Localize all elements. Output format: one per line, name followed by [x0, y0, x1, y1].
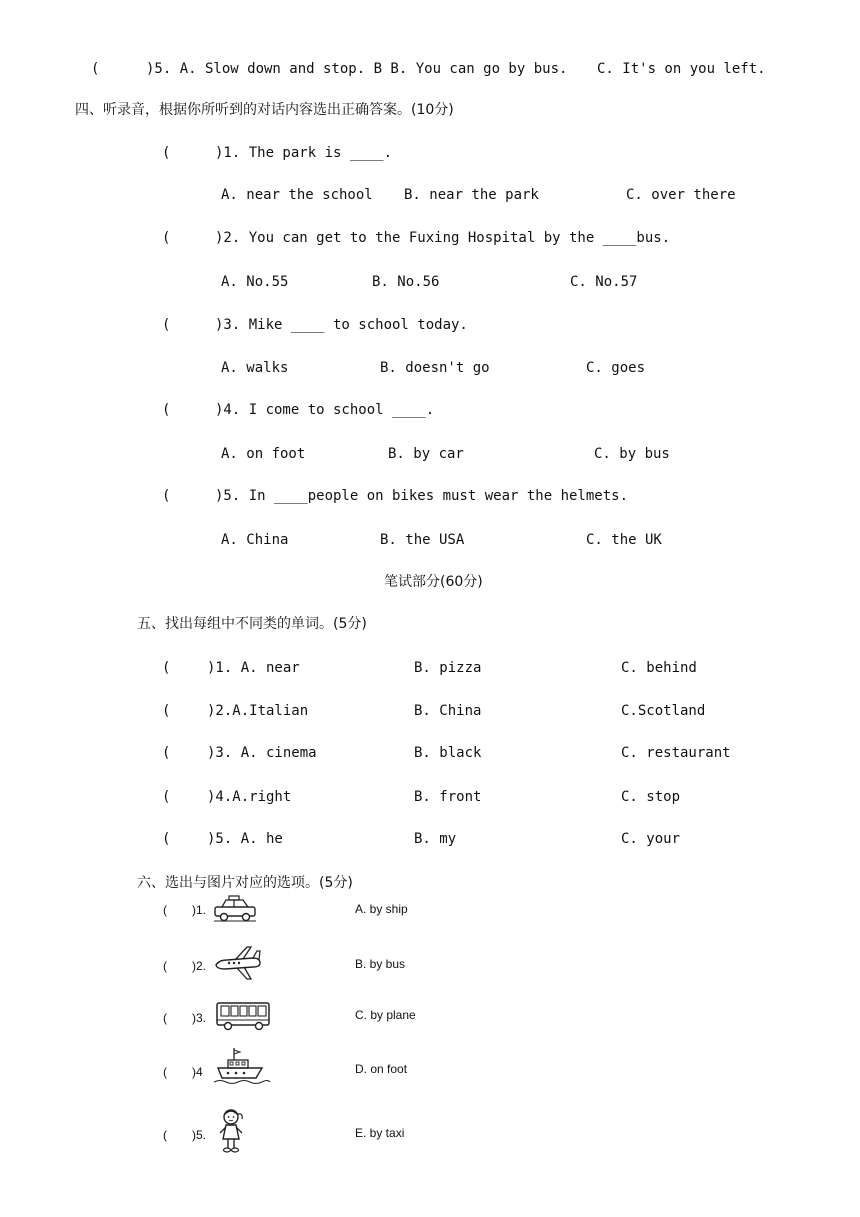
row-paren: ( — [163, 903, 167, 917]
row-paren: ( — [163, 1065, 167, 1079]
airplane-icon — [213, 945, 263, 981]
option-b: B. black — [414, 745, 482, 761]
option-a: A. near the school — [221, 187, 373, 203]
question-stem: )2. You can get to the Fuxing Hospital by the ____bus. — [215, 230, 671, 246]
written-part-header: 笔试部分(60分) — [384, 574, 483, 590]
row-number: )3. — [192, 1011, 207, 1025]
option-a: )5. A. he — [207, 831, 283, 847]
prev-item-option-c: C. It's on you left. — [597, 61, 766, 77]
section6-title: 六、选出与图片对应的选项。(5分) — [137, 875, 353, 891]
option-c: C. restaurant — [621, 745, 731, 761]
option-c: C. No.57 — [570, 274, 638, 290]
option-c: C. stop — [621, 789, 681, 805]
taxi-icon — [212, 895, 258, 923]
question-paren: ( — [162, 488, 171, 504]
option-a: )4.A.right — [207, 789, 292, 805]
prev-item-text: )5. A. Slow down and stop. B B. You can go by bus. — [146, 61, 568, 77]
option-b: B. my — [414, 831, 457, 847]
row-number: )5. — [192, 1128, 207, 1142]
option-c: C. by bus — [594, 446, 670, 462]
option-b: B. China — [414, 703, 482, 719]
row-paren: ( — [163, 1011, 167, 1025]
section4-title: 四、听录音，根据你所听到的对话内容选出正确答案。(10分) — [75, 102, 454, 118]
row-paren: ( — [163, 1128, 167, 1142]
question-stem: )3. Mike ____ to school today. — [215, 317, 468, 333]
question-paren: ( — [162, 230, 171, 246]
option-b: B. front — [414, 789, 482, 805]
bus-icon — [215, 1001, 271, 1033]
option-text: A. by ship — [355, 902, 408, 916]
option-c: C.Scotland — [621, 703, 706, 719]
option-a: )1. A. near — [207, 660, 300, 676]
ship-icon — [212, 1046, 272, 1088]
option-c: C. over there — [626, 187, 736, 203]
option-a: A. No.55 — [221, 274, 289, 290]
option-c: C. the UK — [586, 532, 662, 548]
question-stem: )4. I come to school ____. — [215, 402, 435, 418]
row-paren: ( — [162, 660, 171, 676]
row-paren: ( — [163, 959, 167, 973]
option-b: B. doesn't go — [380, 360, 490, 376]
option-c: C. your — [621, 831, 681, 847]
question-paren: ( — [162, 402, 171, 418]
row-paren: ( — [162, 745, 171, 761]
option-a: )2.A.Italian — [207, 703, 309, 719]
row-number: )4 — [192, 1065, 203, 1079]
row-paren: ( — [162, 831, 171, 847]
question-stem: )5. In ____people on bikes must wear the helmets. — [215, 488, 629, 504]
option-a: A. on foot — [221, 446, 306, 462]
row-paren: ( — [162, 703, 171, 719]
option-text: D. on foot — [355, 1062, 408, 1076]
walking-girl-icon — [215, 1106, 247, 1154]
option-b: B. by car — [388, 446, 464, 462]
question-paren: ( — [162, 145, 171, 161]
prev-item-paren: ( — [91, 61, 100, 77]
row-number: )2. — [192, 959, 207, 973]
option-text: B. by bus — [355, 957, 406, 971]
option-b: B. pizza — [414, 660, 482, 676]
question-paren: ( — [162, 317, 171, 333]
option-b: B. near the park — [404, 187, 539, 203]
option-a: A. China — [221, 532, 289, 548]
question-stem: )1. The park is ____. — [215, 145, 393, 161]
option-c: C. behind — [621, 660, 697, 676]
option-text: C. by plane — [355, 1008, 416, 1022]
row-number: )1. — [192, 903, 207, 917]
option-text: E. by taxi — [355, 1126, 405, 1140]
option-a: A. walks — [221, 360, 289, 376]
option-b: B. No.56 — [372, 274, 440, 290]
option-b: B. the USA — [380, 532, 465, 548]
row-paren: ( — [162, 789, 171, 805]
option-c: C. goes — [586, 360, 646, 376]
option-a: )3. A. cinema — [207, 745, 317, 761]
section5-title: 五、找出每组中不同类的单词。(5分) — [137, 616, 367, 632]
